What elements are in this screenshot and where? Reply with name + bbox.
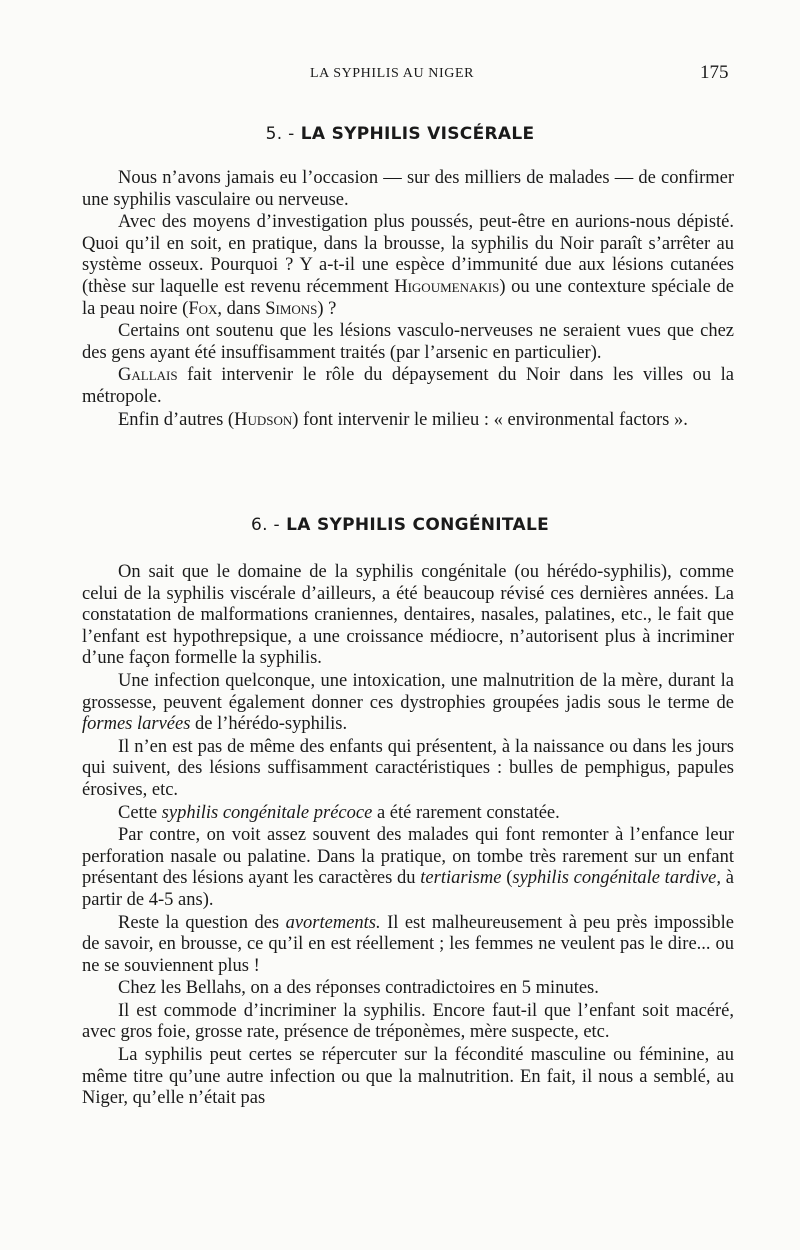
running-title: LA SYPHILIS AU NIGER xyxy=(310,66,475,81)
paragraph: La syphilis peut certes se répercuter sur la fécondité masculine ou féminine, au même titre qu’une autre infection ou que la malnutrition. En fait, il nous a semblé, au Niger, qu’elle n’était pas xyxy=(82,1045,734,1109)
paragraph: Certains ont soutenu que les lésions vasculo-nerveuses ne seraient vues que chez des gens ayant été insuffisamment traités (par l’arsenic en particulier). xyxy=(82,321,734,363)
italic-term: formes larvées xyxy=(82,714,191,735)
italic-term: tertiarisme xyxy=(420,868,502,889)
paragraph: On sait que le domaine de la syphilis congénitale (ou hérédo-syphilis), comme celui de la syphilis viscérale d’ailleurs, a été beaucoup révisé ces dernières années. La constatation de malformations craniennes, dentaires, nasales, palatines, etc., le fait que l’enfant est hypothrepsique, a une croissance médiocre, n’autorisent plus à incriminer d’une façon formelle la syphilis. xyxy=(82,562,734,669)
paragraph: Il n’en est pas de même des enfants qui présentent, à la naissance ou dans les jours qui suivent, des lésions suffisamment caractéristiques : bulles de pemphigus, papules érosives, etc. xyxy=(82,736,734,800)
section-6-body xyxy=(82,562,734,1110)
paragraph: Chez les Bellahs, on a des réponses contradictoires en 5 minutes. xyxy=(118,978,599,999)
running-head xyxy=(0,62,800,86)
author-name: Hudson xyxy=(234,409,293,430)
italic-term: syphilis congénitale tardive, xyxy=(512,868,722,889)
paragraph: Cette syphilis congénitale précoce a été rarement constatée. xyxy=(118,802,560,823)
paragraph: Reste la question des avortements. Il est malheureusement à peu près impossible de savoir, en brousse, ce qu’il en est réellement ; les femmes ne veulent pas le dire... ou ne se souviennent plus ! xyxy=(82,912,734,976)
section-6-title: LA SYPHILIS CONGÉNITALE xyxy=(286,515,550,535)
author-name: Gallais xyxy=(118,365,178,386)
paragraph: Il est commode d’incriminer la syphilis. Encore faut-il que l’enfant soit macéré, avec gros foie, grosse rate, présence de tréponèmes, mère suspecte, etc. xyxy=(82,1000,734,1043)
page-number: 175 xyxy=(700,62,729,83)
paragraph: Gallais fait intervenir le rôle du dépaysement du Noir dans les villes ou la métropole. xyxy=(82,365,734,407)
paragraph: Avec des moyens d’investigation plus poussés, peut-être en aurions-nous dépisté. Quoi qu’il en soit, en pratique, dans la brousse, la syphilis du Noir paraît s’arrêter au système osseux. Pourquoi ? Y a-t-il une espèce d’immunité due aux lésions cutanées (thèse sur laquelle est revenu récemment Higoumenakis) ou une contexture spéciale de la peau noire (Fox, dans Simons) ? xyxy=(82,212,734,319)
section-5-title: LA SYPHILIS VISCÉRALE xyxy=(300,124,535,144)
section-5-body xyxy=(82,168,734,431)
author-name: Fox xyxy=(188,298,218,319)
italic-term: avortements. xyxy=(285,912,381,933)
section-6-number: 6. - xyxy=(250,515,280,535)
author-name: Simons xyxy=(265,298,318,319)
section-5-heading xyxy=(0,124,800,144)
paragraph: Enfin d’autres (Hudson) font intervenir le milieu : « environmental factors ». xyxy=(118,409,688,430)
author-name: Higoumenakis xyxy=(394,276,500,297)
paragraph: Par contre, on voit assez souvent des malades qui font remonter à l’enfance leur perforation nasale ou palatine. Dans la pratique, on tombe très rarement sur un enfant présentant des lésions ayant les caractères du tertiarisme (syphilis congénitale tardive, à partir de 4-5 ans). xyxy=(82,825,734,910)
section-6-heading xyxy=(0,515,800,535)
paragraph: Nous n’avons jamais eu l’occasion — sur des milliers de malades — de confirmer une syphilis vasculaire ou nerveuse. xyxy=(82,168,734,210)
italic-term: syphilis congénitale précoce xyxy=(161,802,373,823)
section-5-number: 5. - xyxy=(265,124,295,144)
paragraph: Une infection quelconque, une intoxication, une malnutrition de la mère, durant la grossesse, peuvent également donner ces dystrophies groupées jadis sous le terme de formes larvées de l’hérédo-syphilis. xyxy=(82,670,734,735)
